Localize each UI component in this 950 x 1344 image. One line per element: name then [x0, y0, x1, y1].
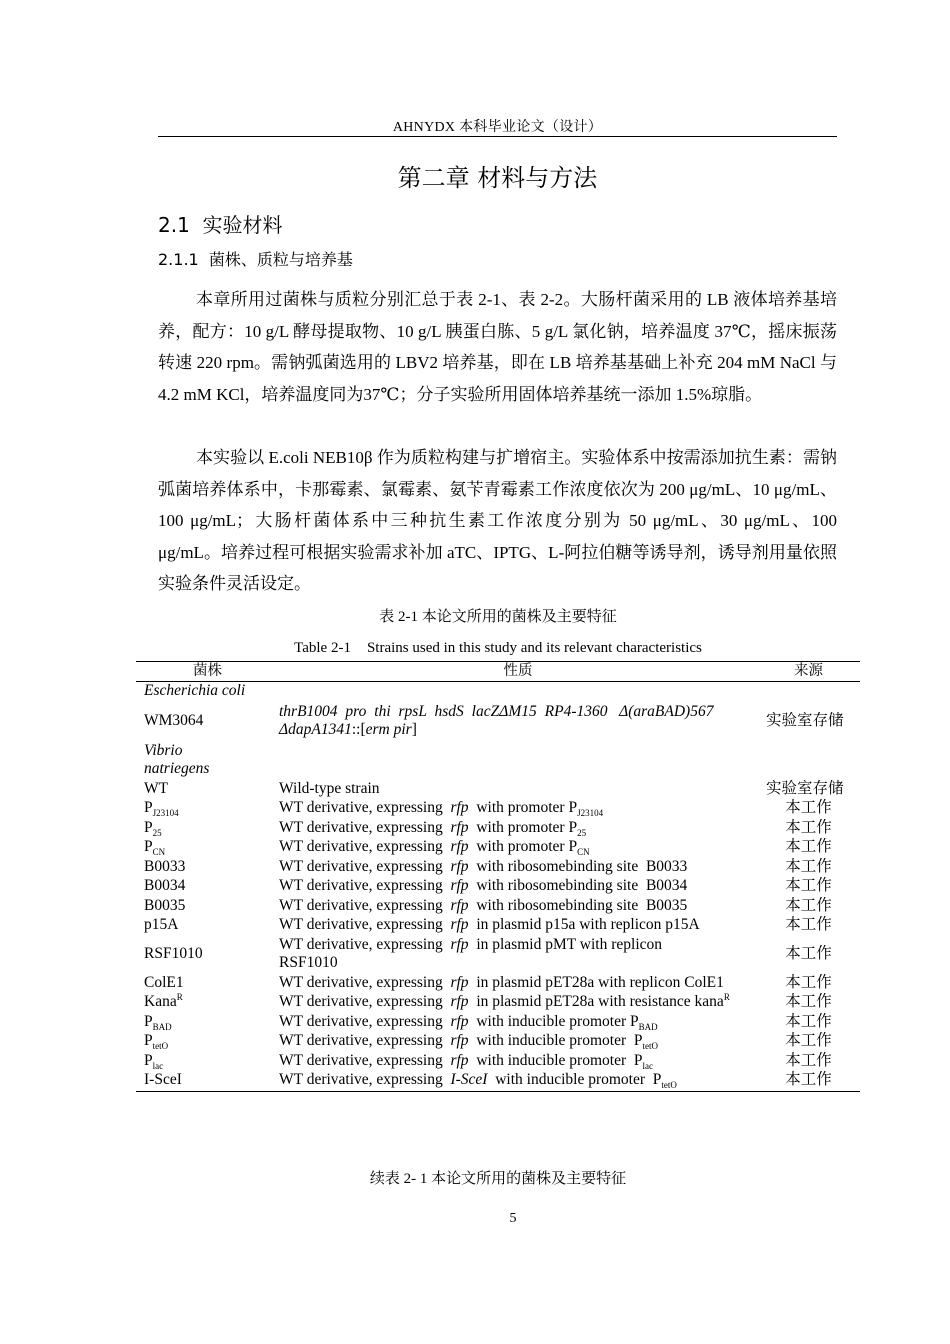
- cell-text: P: [568, 838, 578, 855]
- strain-cell: B0033: [144, 857, 186, 875]
- cell-text: rfp: [450, 1051, 469, 1069]
- table-row: [136, 780, 860, 800]
- genotype-erm: erm pir: [365, 721, 412, 738]
- strain-cell: I-SceI: [136, 1071, 279, 1091]
- cell-text: rfp: [450, 877, 469, 894]
- source-cell: 本工作: [785, 857, 832, 875]
- superscript-text: R: [723, 991, 730, 1002]
- source-cell: 实验室存储: [766, 711, 844, 729]
- cell-text: rfp: [450, 1032, 469, 1049]
- source-cell: 本工作: [785, 944, 832, 962]
- group-ecoli: Escherichia coli: [144, 682, 246, 699]
- cell-text: WT derivative, expressing: [279, 877, 443, 894]
- cell-text: WT derivative, expressing: [279, 1071, 443, 1088]
- property-cell: [279, 1032, 757, 1052]
- cell-text: rfp: [450, 993, 469, 1010]
- table-group-row: [136, 682, 860, 702]
- cell-text: WT derivative, expressing: [279, 1051, 443, 1069]
- subscript-text: CN: [152, 847, 166, 858]
- property-cell: [279, 1071, 757, 1091]
- cell-text: P: [144, 1032, 153, 1049]
- table-row: [136, 897, 860, 917]
- cell-text: in plasmid pET28a with replicon ColE1: [476, 973, 724, 991]
- cell-text: with inducible promoter: [476, 1032, 627, 1049]
- source-cell: 本工作: [785, 1032, 832, 1049]
- genotype-ara: Δ(araBAD)567: [619, 702, 714, 720]
- source-cell: 本工作: [757, 1071, 860, 1091]
- table-row: [136, 1071, 860, 1091]
- cell-text: in plasmid p15a with replicon p15A: [476, 916, 700, 933]
- strain-cell: [136, 819, 279, 839]
- property-cell: [279, 799, 757, 819]
- cell-text: B0034: [645, 877, 688, 894]
- subsection-title: 菌株、质粒与培养基: [208, 250, 353, 269]
- cell-text: rfp: [450, 838, 469, 855]
- superscript-text: R: [176, 991, 183, 1002]
- property-cell: [279, 916, 757, 936]
- source-cell: 本工作: [785, 818, 832, 836]
- cell-text: in plasmid pET28a with resistance kana: [476, 993, 724, 1010]
- cell-text: P: [652, 1071, 662, 1088]
- cell-text: I-SceI: [450, 1071, 488, 1088]
- source-cell: 本工作: [785, 838, 832, 855]
- table-row: [136, 1032, 860, 1052]
- property-cell: [279, 974, 757, 994]
- cell-text: with promoter: [476, 799, 565, 816]
- page-number: 5: [509, 1211, 517, 1226]
- strain-cell: [136, 838, 279, 858]
- table-row: [136, 838, 860, 858]
- subscript-text: BAD: [152, 1021, 172, 1032]
- cell-text: with promoter: [476, 818, 565, 836]
- cell-text: WT derivative, expressing: [279, 799, 443, 816]
- table-row: [136, 1052, 860, 1072]
- cell-text: rfp: [450, 1012, 469, 1030]
- cell-text: Kana: [144, 993, 177, 1010]
- strain-cell: [136, 1052, 279, 1072]
- group-vibrio-line1: Vibrio: [144, 741, 183, 759]
- subscript-text: CN: [577, 847, 590, 858]
- cell-text: rfp: [450, 857, 469, 875]
- table-row: [136, 702, 860, 742]
- group-vibrio: [136, 742, 279, 780]
- cell-text: WT derivative, expressing: [279, 993, 443, 1010]
- source-cell: 实验室存储: [766, 779, 844, 797]
- genotype-text: thrB1004 pro thi rpsL hsdS lacZΔM15 RP4-1360: [279, 702, 608, 720]
- subscript-text: BAD: [638, 1021, 658, 1032]
- table-row: [136, 916, 860, 936]
- chapter-title: 第二章 材料与方法: [397, 164, 598, 192]
- property-cell: [279, 819, 757, 839]
- subscript-text: J23104: [152, 808, 179, 819]
- source-cell: 本工作: [785, 973, 832, 991]
- strain-cell: RSF1010: [144, 944, 203, 962]
- strain-cell: B0035: [144, 896, 186, 914]
- source-cell: 本工作: [785, 1012, 832, 1030]
- genotype-close: ]: [411, 721, 417, 738]
- cell-text: B0033: [645, 857, 688, 875]
- cell-text: with ribosomebinding site: [476, 896, 639, 914]
- header-rule: [158, 136, 837, 137]
- property-cell: Wild-type strain: [279, 779, 380, 797]
- body-paragraph-1: 本章所用过菌株与质粒分别汇总于表 2-1、表 2-2。大肠杆菌采用的 LB 液体培养基培养，配方：10 g/L 酵母提取物、10 g/L 胰蛋白胨、5 g/L 氯化钠，培养温度 37℃，摇床振荡转速 220 rpm。需钠弧菌选用的 LBV2 培养基，即在 LB 培养基基础上补充 204 mM NaCl 与 4.2 mM KCl，培养温度同为37℃；分子实验所用固体培养基统一添加 1.5%琼脂。: [158, 290, 837, 404]
- property-cell: [279, 936, 757, 974]
- strain-cell: WM3064: [144, 711, 204, 729]
- property-cell: [279, 897, 757, 917]
- cell-text: P: [568, 818, 578, 836]
- strain-cell: [136, 1013, 279, 1033]
- cell-text: WT derivative, expressing: [279, 1032, 443, 1049]
- property-cell: [279, 1052, 757, 1072]
- subscript-text: lac: [642, 1060, 653, 1071]
- header-property: 性质: [279, 662, 757, 682]
- table-row: [136, 799, 860, 819]
- cell-text: P: [144, 1051, 153, 1069]
- cell-text: WT derivative, expressing: [279, 935, 443, 953]
- property-cell: [279, 858, 757, 878]
- table-row: [136, 877, 860, 897]
- strain-cell: B0034: [144, 877, 186, 894]
- property-cell: [279, 702, 757, 742]
- header-source: 来源: [757, 662, 860, 682]
- cell-text: WT derivative, expressing: [279, 916, 443, 933]
- section-heading: [158, 209, 283, 238]
- table-caption-en: [136, 640, 860, 657]
- strain-cell: ColE1: [144, 973, 184, 991]
- group-vibrio-line2: natriegens: [144, 760, 210, 777]
- cell-text: rfp: [450, 935, 469, 953]
- cell-text: with ribosomebinding site: [476, 857, 639, 875]
- section-number: 2.1: [158, 213, 190, 237]
- cell-text: rfp: [450, 896, 469, 914]
- cell-text: P: [630, 1012, 639, 1030]
- cell-text: P: [633, 1051, 643, 1069]
- cell-text: P: [633, 1032, 643, 1049]
- property-cell: [279, 993, 757, 1013]
- subscript-text: tetO: [642, 1041, 658, 1052]
- table-caption-en-number: Table 2-1: [294, 640, 351, 656]
- cell-text: P: [144, 1012, 153, 1030]
- property-cell: [279, 838, 757, 858]
- source-cell: 本工作: [785, 896, 832, 914]
- cell-text: rfp: [450, 818, 469, 836]
- strain-cell: [136, 993, 279, 1013]
- genotype-dap: ΔdapA1341: [279, 721, 352, 738]
- genotype-sep: ::[: [351, 721, 366, 738]
- table-caption-en-text: Strains used in this study and its relevant characteristics: [366, 640, 702, 656]
- table-row: [136, 858, 860, 878]
- section-title: 实验材料: [202, 213, 283, 237]
- cell-text: WT derivative, expressing: [279, 857, 443, 875]
- source-cell: 本工作: [785, 1051, 832, 1069]
- subscript-text: 25: [577, 827, 587, 838]
- strain-cell: WT: [144, 779, 169, 797]
- cell-text: in plasmid pMT with replicon RSF1010: [279, 935, 663, 971]
- cell-text: WT derivative, expressing: [279, 818, 443, 836]
- source-cell: 本工作: [785, 993, 832, 1010]
- continued-table-caption: 续表 2- 1 本论文所用的菌株及主要特征: [369, 1171, 627, 1187]
- strain-cell: [136, 799, 279, 819]
- source-cell: 本工作: [785, 799, 832, 816]
- cell-text: with inducible promoter: [476, 1012, 627, 1030]
- table-row: [136, 819, 860, 839]
- property-cell: [279, 1013, 757, 1033]
- table-row: [136, 1013, 860, 1033]
- cell-text: rfp: [450, 973, 469, 991]
- property-cell: [279, 877, 757, 897]
- running-header: AHNYDX 本科毕业论文（设计）: [392, 120, 603, 135]
- cell-text: WT derivative, expressing: [279, 1012, 443, 1030]
- source-cell: 本工作: [785, 877, 832, 894]
- table-row: [136, 993, 860, 1013]
- cell-text: P: [568, 799, 578, 816]
- subsection-number: 2.1.1: [158, 250, 199, 269]
- table-row: [136, 974, 860, 994]
- subscript-text: tetO: [661, 1080, 677, 1091]
- strains-table: [136, 661, 860, 1092]
- cell-text: WT derivative, expressing: [279, 838, 443, 855]
- cell-text: rfp: [450, 916, 469, 933]
- table-group-row: [136, 742, 860, 780]
- source-cell: 本工作: [785, 916, 832, 933]
- cell-text: P: [144, 818, 153, 836]
- cell-text: WT derivative, expressing: [279, 896, 443, 914]
- cell-text: with promoter: [476, 838, 565, 855]
- subscript-text: 25: [152, 827, 162, 838]
- cell-text: with inducible promoter: [476, 1051, 627, 1069]
- cell-text: with ribosomebinding site: [476, 877, 639, 894]
- subscript-text: J23104: [577, 808, 604, 819]
- table-row: [136, 936, 860, 974]
- subscript-text: lac: [152, 1060, 164, 1071]
- subscript-text: tetO: [152, 1041, 169, 1052]
- cell-text: B0035: [645, 896, 688, 914]
- strain-cell: [136, 1032, 279, 1052]
- header-strain: 菌株: [136, 662, 279, 682]
- strain-cell: p15A: [144, 916, 179, 933]
- body-paragraph-2: 本实验以 E.coli NEB10β 作为质粒构建与扩增宿主。实验体系中按需添加抗生素：需钠弧菌培养体系中，卡那霉素、氯霉素、氨苄青霉素工作浓度依次为 200 μg/mL、10 μg/mL、100 μg/mL；大肠杆菌体系中三种抗生素工作浓度分别为 50 μg/mL、30 μg/mL、100 μg/mL。培养过程可根据实验需求补加 aTC、IPTG、L-阿拉伯糖等诱导剂，诱导剂用量依照实验条件灵活设定。: [158, 448, 837, 594]
- cell-text: P: [144, 799, 153, 816]
- cell-text: with inducible promoter: [495, 1071, 646, 1088]
- cell-text: rfp: [450, 799, 469, 816]
- table-header-row: [136, 662, 860, 682]
- table-caption-cn: 表 2-1 本论文所用的菌株及主要特征: [379, 609, 617, 625]
- cell-text: WT derivative, expressing: [279, 973, 443, 991]
- cell-text: P: [144, 838, 153, 855]
- subsection-heading: [158, 247, 353, 270]
